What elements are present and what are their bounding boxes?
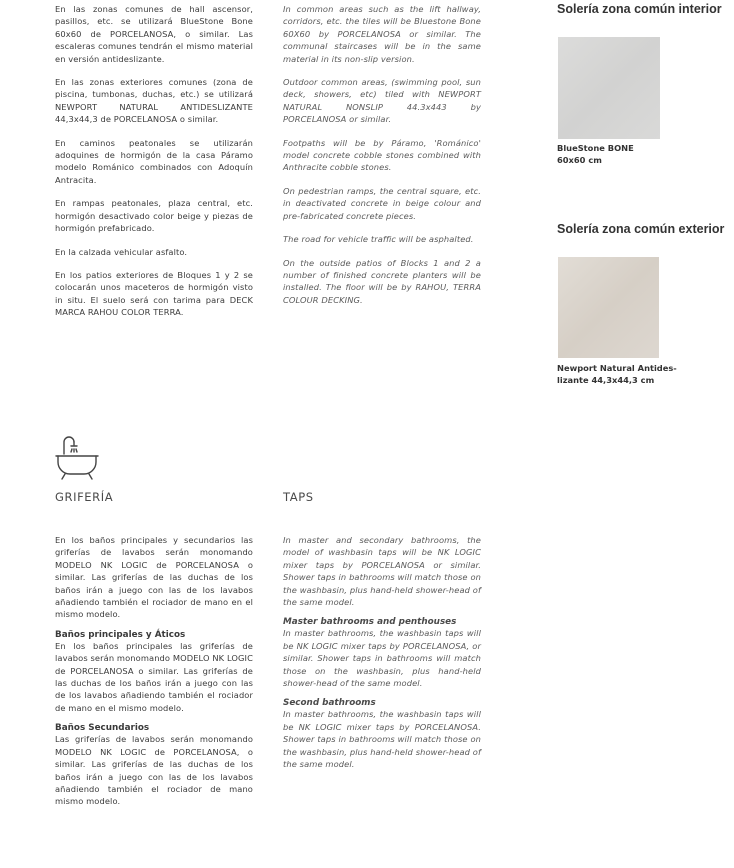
griferia-heading: GRIFERÍA — [55, 490, 114, 504]
newport-caption-line1: Newport Natural Antides- — [557, 363, 677, 373]
griferia-sub1-text: En los baños principales las griferías de lavabos serán monomando MODELO NK LOGIC de PORCELANOSA o similar. Las griferías de las duchas de los baños irán a juego con las de los lavabos añadiendo también el rociador de mano en el mismo modelo. — [55, 640, 253, 713]
taps-sub1-text: In master bathrooms, the washbasin taps will be NK LOGIC mixer taps by PORCELANOSA, or similar. Shower taps in bathrooms will match those on the washbasin, plus hand-held shower-head of the same model. — [283, 628, 481, 689]
es-paragraph-ramps: En rampas peatonales, plaza central, etc. hormigón desactivado color beige y piezas de hormigón prefabricado. — [55, 198, 253, 234]
exterior-flooring-title: Solería zona común exterior — [557, 222, 725, 236]
newport-caption-line2: lizante 44,3x44,3 cm — [557, 374, 655, 385]
griferia-section — [55, 490, 253, 808]
es-paragraph-paths: En caminos peatonales se utilizarán adoquines de hormigón de la casa Páramo modelo Románico combinados con Adoquín Antracita. — [55, 137, 253, 185]
newport-natural-caption — [557, 363, 677, 386]
taps-intro: In master and secondary bathrooms, the model of washbasin taps will be NK LOGIC mixer taps by PORCELANOSA or similar. Shower taps in bathrooms will match those on the washbasin, plus hand-held shower-head of the same model. — [283, 535, 481, 608]
griferia-intro: En los baños principales y secundarios las griferías de lavabos serán monomando MODELO NK LOGIC de PORCELANOSA o similar. Las griferías de las duchas de los baños irán a juego con las de los lavabos añadiendo también el rociador de mano en el mismo modelo. — [55, 535, 253, 620]
es-paragraph-exterior: En las zonas exteriores comunes (zona de piscina, tumbonas, duchas, etc.) se utilizará NEWPORT NATURAL ANTIDESLIZANTE 44,3x44,3 de PORCELANOSA o similar. — [55, 77, 253, 125]
taps-section — [283, 490, 481, 771]
interior-flooring-title: Solería zona común interior — [557, 2, 722, 16]
bluestone-bone-caption — [557, 143, 634, 166]
griferia-sub1-title: Baños principales y Áticos — [55, 629, 186, 640]
en-paragraph-hall: In common areas such as the lift hallway, corridors, etc. the tiles will be Bluestone Bone 60X60 by PORCELANOSA or similar. The communal staircases will be in the same material in its non-slip version. — [283, 4, 481, 64]
es-paragraph-hall: En las zonas comunes de hall ascensor, pasillos, etc. se utilizará BlueStone Bone 60x60 de PORCELANOSA, o similar. Las escaleras comunes tendrán el mismo material en versión antideslizante. — [55, 4, 253, 64]
en-paragraph-exterior: Outdoor common areas, (swimming pool, sun deck, showers, etc) tiled with NEWPORT NATURAL NONSLIP 44.3x443 by PORCELANOSA or similar. — [283, 77, 481, 125]
griferia-sub2-title: Baños Secundarios — [55, 723, 150, 734]
bluestone-caption-line1: BlueStone BONE — [557, 143, 634, 153]
bluestone-bone-swatch — [558, 37, 660, 139]
taps-sub2-title: Second bathrooms — [283, 698, 376, 709]
en-paragraph-patios: On the outside patios of Blocks 1 and 2 a number of finished concrete planters will be installed. The floor will be by RAHOU, TERRA COLOUR DECKING. — [283, 257, 481, 305]
newport-natural-swatch — [558, 257, 659, 358]
taps-sub2-text: In master bathrooms, the washbasin taps will be NK LOGIC mixer taps by PORCELANOSA. Shower taps in bathrooms will match those on the washbasin, plus hand-held shower-head of the same model. — [283, 709, 481, 770]
en-paragraph-ramps: On pedestrian ramps, the central square, etc. in deactivated concrete in beige colour and pre-fabricated concrete pieces. — [283, 185, 481, 221]
bathtub-icon — [52, 434, 102, 486]
en-paragraph-road: The road for vehicle traffic will be asphalted. — [283, 234, 474, 245]
es-paragraph-patios: En los patios exteriores de Bloques 1 y 2 se colocarán unos maceteros de hormigón visto in situ. El suelo será con tarima para DECK MARCA RAHOU COLOR TERRA. — [55, 269, 253, 318]
griferia-sub2-text: Las griferías de lavabos serán monomando MODELO NK LOGIC de PORCELANOSA, o similar. Las griferías de las duchas de los baños irán a juego con las de los lavabos añadiendo también el rociador de mano mismo modelo. — [55, 734, 253, 807]
en-paragraph-paths: Footpaths will be by Páramo, 'Románico' model concrete cobble stones combined with Anthracite cobble stones. — [283, 137, 481, 173]
spanish-flooring-column — [55, 3, 253, 319]
bluestone-caption-line2: 60x60 cm — [557, 154, 602, 165]
taps-sub1-title: Master bathrooms and penthouses — [283, 617, 457, 628]
english-flooring-column — [283, 3, 481, 306]
es-paragraph-road: En la calzada vehicular asfalto. — [55, 246, 188, 257]
taps-heading: TAPS — [283, 490, 314, 504]
